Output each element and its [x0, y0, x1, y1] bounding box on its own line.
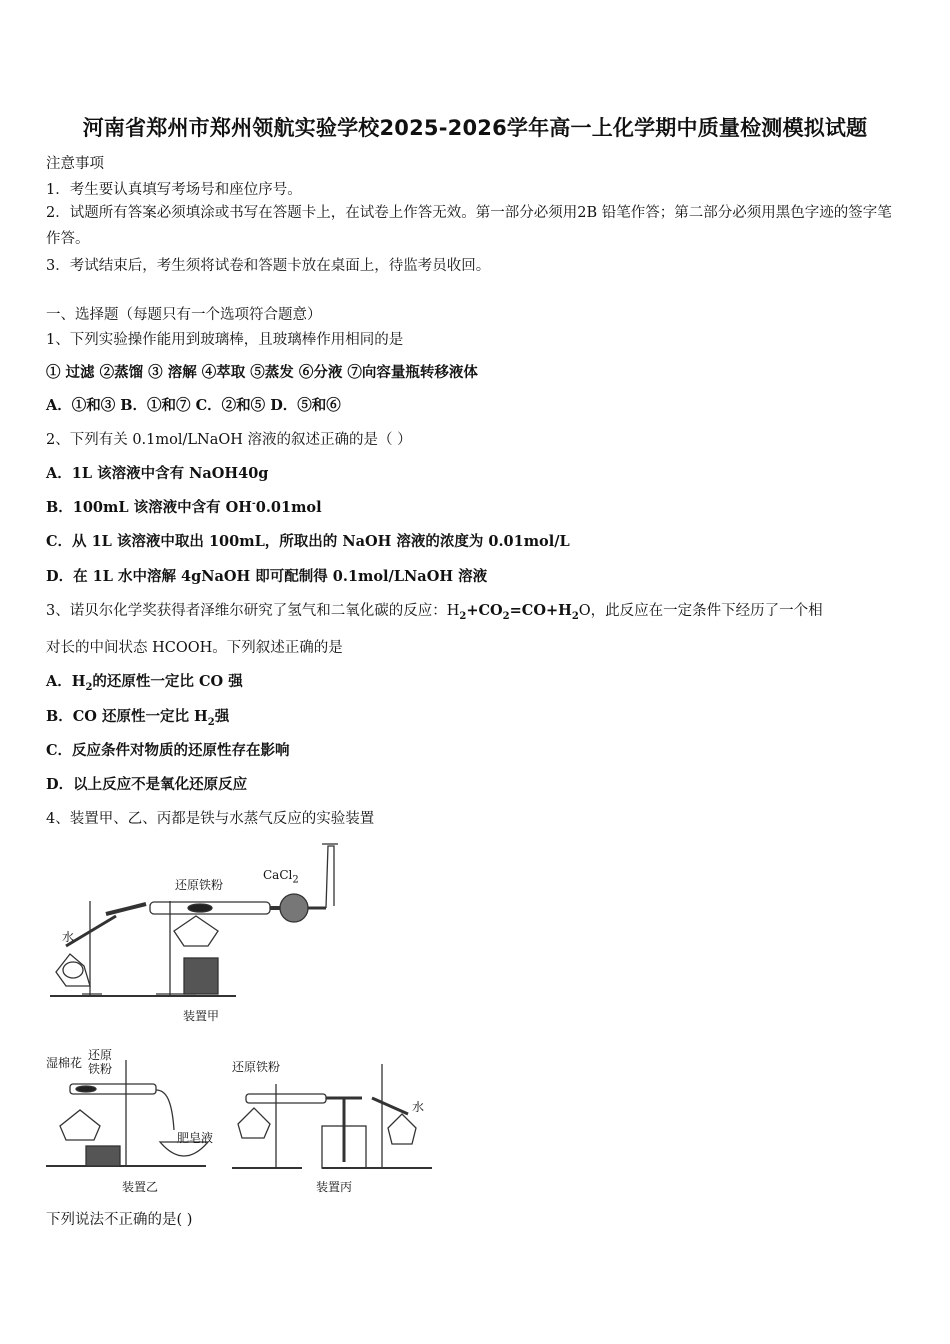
q2-option-b: B．100mL 该溶液中含有 OH-0.01mol	[46, 499, 322, 516]
label-cacl2: CaCl$_2$	[263, 868, 299, 886]
page-title: 河南省郑州市郑州领航实验学校2025-2026学年高一上化学期中质量检测模拟试题	[82, 116, 868, 140]
q2-stem: 2、下列有关 0.1mol/LNaOH 溶液的叙述正确的是（ ）	[46, 432, 412, 448]
label-water-bing: 水	[412, 1100, 425, 1114]
section-heading: 一、选择题（每题只有一个选项符合题意）	[46, 307, 322, 323]
q4-question: 下列说法不正确的是( )	[46, 1212, 193, 1228]
label-wet-cotton: 湿棉花	[46, 1056, 83, 1070]
apparatus-bing-figure	[232, 1064, 432, 1174]
q3-option-c: C．反应条件对物质的还原性存在影响	[46, 742, 290, 759]
q1-operations: ① 过滤 ②蒸馏 ③ 溶解 ④萃取 ⑤蒸发 ⑥分液 ⑦向容量瓶转移液体	[46, 364, 478, 381]
label-reduced-iron-yi-1: 还原	[88, 1048, 113, 1062]
notes-item-3: 3．考试结束后，考生须将试卷和答题卡放在桌面上，待监考员收回。	[46, 258, 491, 274]
caption-yi: 装置乙	[122, 1180, 159, 1194]
notes-item-1: 1．考生要认真填写考场号和座位序号。	[46, 182, 302, 198]
q2-option-a: A．1L 该溶液中含有 NaOH40g	[46, 465, 269, 482]
q3-option-b: B．CO 还原性一定比 $H_2$强	[46, 708, 230, 728]
q3-option-a: A．$H_2$的还原性一定比 CO 强	[46, 673, 243, 693]
q4-stem: 4、装置甲、乙、丙都是铁与水蒸气反应的实验装置	[46, 811, 375, 827]
apparatus-jia-figure	[46, 836, 346, 1036]
label-reduced-iron-jia: 还原铁粉	[175, 878, 224, 892]
q2-option-d: D．在 1L 水中溶解 4gNaOH 即可配制得 0.1mol/LNaOH 溶液	[46, 568, 488, 585]
caption-jia: 装置甲	[183, 1009, 220, 1023]
q3-option-d: D．以上反应不是氧化还原反应	[46, 776, 248, 793]
q1-options: A．①和③ B．①和⑦ C．②和⑤ D．⑤和⑥	[46, 397, 341, 414]
q3-stem-line2: 对长的中间状态 HCOOH。下列叙述正确的是	[46, 640, 343, 656]
apparatus-yi-figure	[46, 1060, 216, 1180]
label-soap-solution: 肥皂液	[177, 1131, 214, 1145]
q1-stem: 1、下列实验操作能用到玻璃棒，且玻璃棒作用相同的是	[46, 332, 404, 348]
label-water-jia: 水	[62, 930, 75, 944]
label-reduced-iron-bing: 还原铁粉	[232, 1060, 281, 1074]
notes-item-2: 2．试题所有答案必须填涂或书写在答题卡上，在试卷上作答无效。第一部分必须用2B 铅笔作答；第二部分必须用黑色字迹的签字笔作答。	[46, 205, 892, 247]
q2-option-c: C．从 1L 该溶液中取出 100mL，所取出的 NaOH 溶液的浓度为 0.01mol/L	[46, 533, 570, 550]
label-reduced-iron-yi-2: 铁粉	[88, 1062, 113, 1076]
notes-heading: 注意事项	[46, 156, 104, 172]
caption-bing: 装置丙	[316, 1180, 353, 1194]
q3-stem: 3、诺贝尔化学奖获得者泽维尔研究了氢气和二氧化碳的反应：$H_2+CO_2=CO+H_2O$，此反应在一定条件下经历了一个相	[46, 602, 823, 622]
